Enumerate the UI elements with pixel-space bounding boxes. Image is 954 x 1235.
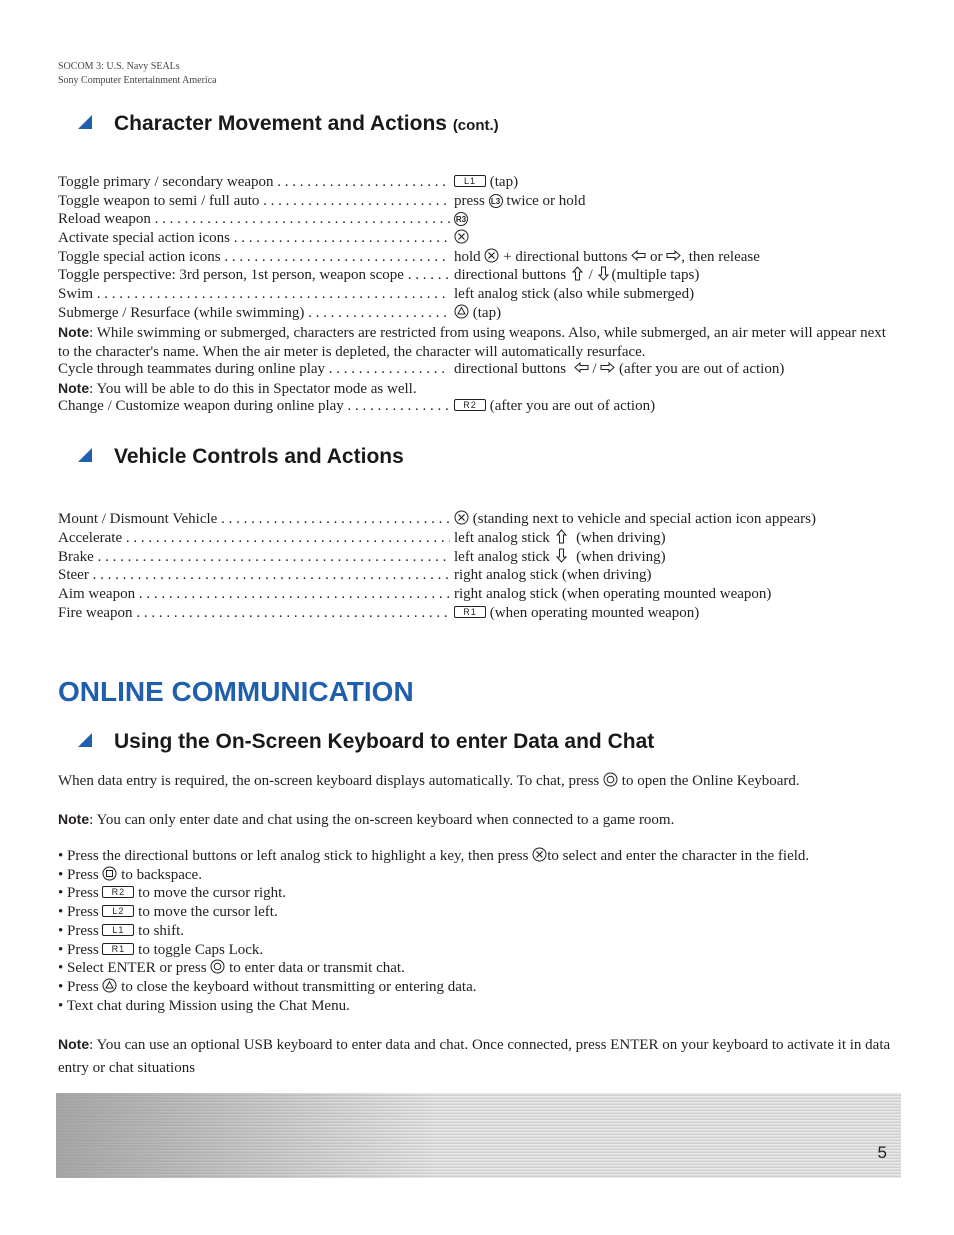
note-text: : You can only enter date and chat using the on-screen keyboard when connected to a game room. — [89, 812, 675, 828]
l2-button-icon: L2 — [102, 905, 134, 917]
note-text: : While swimming or submerged, characters are restricted from using weapons. Also, while submerged, an air meter will appear next to the character's name. When the air meter is depleted, the character will automatically resurface. — [58, 325, 886, 360]
control-value: right analog stick (when operating mounted weapon) — [454, 586, 772, 602]
control-row — [58, 566, 896, 585]
control-value: (tap) — [489, 174, 519, 190]
section-triangle-icon — [78, 733, 92, 747]
control-slash: / — [592, 361, 597, 377]
list-item: • Text chat during Mission using the Chat Menu. — [58, 998, 350, 1014]
up-arrow-icon — [570, 266, 585, 281]
note-spectator — [58, 379, 898, 399]
up-arrow-icon — [554, 529, 569, 544]
control-pre: hold — [454, 249, 481, 265]
page-number: 5 — [877, 1143, 887, 1162]
note-label: Note — [58, 324, 90, 340]
control-label: Brake . . . — [58, 548, 450, 567]
note-usb — [58, 1033, 898, 1080]
soldiers-image — [56, 1093, 436, 1178]
control-row — [58, 397, 896, 416]
r1-button-icon: R1 — [102, 943, 134, 955]
triangle-button-icon — [454, 304, 469, 319]
section-cont: (cont.) — [452, 117, 499, 134]
control-value: (multiple taps) — [611, 267, 700, 283]
control-pre: left analog stick — [454, 549, 550, 565]
list-item: • Press L2 to move the cursor left. — [58, 904, 278, 920]
right-arrow-icon — [600, 360, 615, 375]
control-value: (when driving) — [576, 549, 666, 565]
note-text: : You will be able to do this in Spectator mode as well. — [89, 381, 417, 397]
control-row — [58, 229, 896, 248]
control-label: Submerge / Resurface (while swimming) . . . — [58, 304, 450, 323]
left-arrow-icon — [631, 248, 646, 263]
control-label: Toggle weapon to semi / full auto . . . — [58, 192, 450, 211]
control-label: Toggle primary / secondary weapon . . . — [58, 173, 450, 192]
cross-button-icon — [454, 229, 469, 244]
control-row — [58, 304, 896, 323]
document-header — [58, 60, 217, 88]
list-item: • Press to backspace. — [58, 867, 202, 883]
section-heading-vehicle — [78, 445, 404, 469]
right-arrow-icon — [666, 248, 681, 263]
control-row — [58, 548, 896, 567]
list-item: • Select ENTER or press to enter data or transmit chat. — [58, 960, 405, 976]
r2-button-icon: R2 — [454, 399, 486, 411]
section-title: Character Movement and Actions — [114, 112, 447, 135]
r2-button-icon: R2 — [102, 886, 134, 898]
list-item: • Press to close the keyboard without transmitting or entering data. — [58, 979, 477, 995]
section-heading-keyboard — [78, 730, 654, 754]
control-value: (after you are out of action) — [618, 361, 785, 377]
intro-text: When data entry is required, the on-screen keyboard displays automatically. To chat, press — [58, 773, 600, 789]
note-text: : You can use an optional USB keyboard to enter data and chat. Once connected, press ENTER on your keyboard to activate it in data entry or chat situations — [58, 1037, 891, 1076]
control-label: Reload weapon . . . — [58, 210, 450, 229]
control-value: (standing next to vehicle and special action icon appears) — [472, 511, 816, 527]
control-label: Mount / Dismount Vehicle . . . — [58, 510, 450, 529]
control-label: Aim weapon . . . — [58, 585, 450, 604]
list-item: • Press L1 to shift. — [58, 923, 185, 939]
cross-button-icon — [454, 510, 469, 525]
control-or: or — [649, 249, 663, 265]
note-label: Note — [58, 1036, 90, 1052]
cross-button-icon — [532, 847, 547, 862]
note-label: Note — [58, 811, 90, 827]
control-label: Change / Customize weapon during online play . . . — [58, 397, 450, 416]
control-value: (when operating mounted weapon) — [489, 605, 700, 621]
control-row — [58, 173, 896, 192]
control-mid: + directional buttons — [503, 249, 628, 265]
control-label: Toggle perspective: 3rd person, 1st person, weapon scope . . . — [58, 266, 450, 285]
control-row — [58, 266, 896, 285]
list-item: • Press the directional buttons or left analog stick to highlight a key, then press to select and enter the character in the field. — [58, 848, 810, 864]
control-label: Fire weapon . . . — [58, 604, 450, 623]
control-row — [58, 510, 896, 529]
down-arrow-icon — [596, 266, 611, 281]
circle-button-icon — [210, 959, 225, 974]
online-intro — [58, 772, 898, 791]
header-publisher: Sony Computer Entertainment America — [58, 75, 217, 86]
control-pre: directional buttons — [454, 267, 567, 283]
control-slash: / — [588, 267, 593, 283]
control-row — [58, 248, 896, 267]
triangle-button-icon — [102, 978, 117, 993]
control-value: , then release — [681, 249, 760, 265]
left-arrow-icon — [574, 360, 589, 375]
l3-button-icon: L3 — [489, 194, 503, 208]
down-arrow-icon — [554, 548, 569, 563]
intro-text: to open the Online Keyboard. — [621, 773, 800, 789]
control-pre: press — [454, 193, 485, 209]
control-pre: directional buttons — [454, 361, 567, 377]
control-label: Swim . . . — [58, 285, 450, 304]
note-swim — [58, 323, 898, 362]
control-value: (after you are out of action) — [489, 398, 656, 414]
r3-button-icon: R3 — [454, 212, 468, 226]
section-title: Using the On-Screen Keyboard to enter Data and Chat — [114, 730, 655, 753]
control-row — [58, 585, 896, 604]
list-item: • Press R1 to toggle Caps Lock. — [58, 942, 264, 958]
control-row — [58, 360, 896, 379]
control-label: Toggle special action icons . . . — [58, 248, 450, 267]
control-row — [58, 210, 896, 229]
square-button-icon — [102, 866, 117, 881]
control-row — [58, 285, 896, 304]
control-value: twice or hold — [506, 193, 586, 209]
l1-button-icon: L1 — [102, 924, 134, 936]
control-value: right analog stick (when driving) — [454, 567, 652, 583]
note-label: Note — [58, 380, 90, 396]
section-triangle-icon — [78, 448, 92, 462]
list-item: • Press R2 to move the cursor right. — [58, 885, 287, 901]
circle-button-icon — [603, 772, 618, 787]
control-value: (tap) — [472, 305, 502, 321]
control-row — [58, 604, 896, 623]
control-label: Accelerate . . . — [58, 529, 450, 548]
control-label: Steer . . . — [58, 566, 450, 585]
control-pre: left analog stick — [454, 530, 550, 546]
r1-button-icon: R1 — [454, 606, 486, 618]
note-gameroom — [58, 810, 898, 830]
section-title: Vehicle Controls and Actions — [114, 445, 404, 468]
control-label: Activate special action icons . . . — [58, 229, 450, 248]
control-value: (when driving) — [576, 530, 666, 546]
online-communication-title: ONLINE COMMUNICATION — [58, 676, 414, 707]
cross-button-icon — [484, 248, 499, 263]
l1-button-icon: L1 — [454, 175, 486, 187]
section-heading-character — [78, 112, 499, 136]
control-value: left analog stick (also while submerged) — [454, 286, 695, 302]
footer-banner — [56, 1093, 901, 1178]
header-title: SOCOM 3: U.S. Navy SEALs — [58, 61, 180, 72]
section-triangle-icon — [78, 115, 92, 129]
control-row — [58, 529, 896, 548]
control-row — [58, 192, 896, 211]
control-label: Cycle through teammates during online play . . . — [58, 360, 450, 379]
